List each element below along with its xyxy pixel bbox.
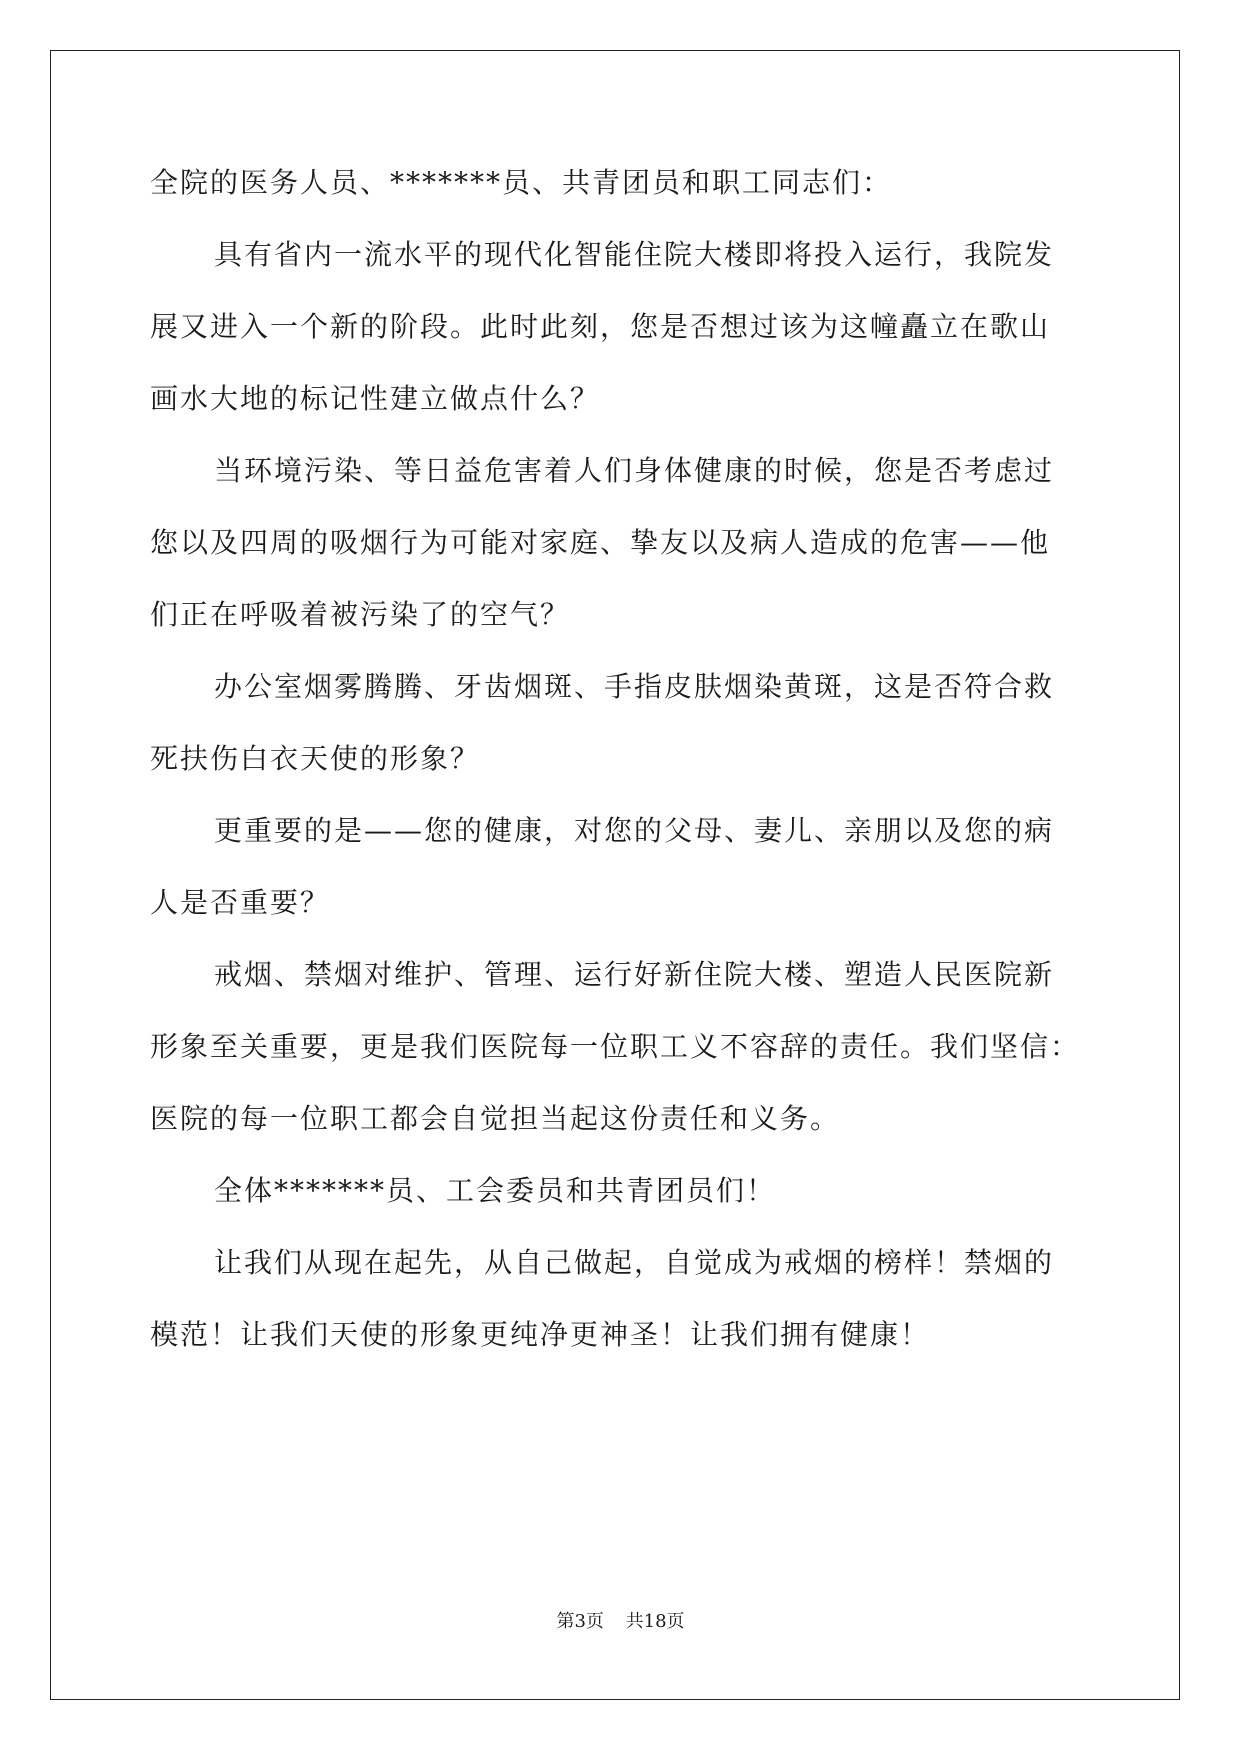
paragraph-line: 您以及四周的吸烟行为可能对家庭、挚友以及病人造成的危害——他: [150, 526, 1051, 559]
page-footer: [0, 1610, 1241, 1634]
paragraph-line: 们正在呼吸着被污染了的空气？: [150, 598, 571, 631]
page-border: [50, 50, 1180, 1700]
paragraph-line: 模范！让我们天使的形象更纯净更神圣！让我们拥有健康！: [150, 1318, 931, 1351]
paragraph-line: 展又进入一个新的阶段。此时此刻，您是否想过该为这幢矗立在歌山: [150, 310, 1051, 343]
paragraph-line: 戒烟、禁烟对维护、管理、运行好新住院大楼、塑造人民医院新: [214, 958, 1055, 991]
paragraph-line: 形象至关重要，更是我们医院每一位职工义不容辞的责任。我们坚信：: [150, 1030, 1081, 1063]
paragraph-line: 全体*******员、工会委员和共青团员们！: [214, 1174, 777, 1207]
paragraph-line: 具有省内一流水平的现代化智能住院大楼即将投入运行，我院发: [214, 238, 1055, 271]
salutation-line: 全院的医务人员、*******员、共青团员和职工同志们：: [150, 166, 893, 199]
paragraph-line: 更重要的是——您的健康，对您的父母、妻儿、亲朋以及您的病: [214, 814, 1055, 847]
paragraph-line: 当环境污染、等日益危害着人们身体健康的时候，您是否考虑过: [214, 454, 1055, 487]
paragraph-line: 办公室烟雾腾腾、牙齿烟斑、手指皮肤烟染黄斑，这是否符合救: [214, 670, 1055, 703]
paragraph-line: 画水大地的标记性建立做点什么？: [150, 382, 601, 415]
page-number: 第3页: [556, 1611, 604, 1632]
paragraph-line: 人是否重要？: [150, 886, 331, 919]
paragraph-line: 让我们从现在起先，从自己做起，自觉成为戒烟的榜样！禁烟的: [214, 1246, 1055, 1279]
paragraph-line: 医院的每一位职工都会自觉担当起这份责任和义务。: [150, 1102, 841, 1135]
paragraph-line: 死扶伤白衣天使的形象？: [150, 742, 481, 775]
page-total: 共18页: [625, 1611, 685, 1632]
